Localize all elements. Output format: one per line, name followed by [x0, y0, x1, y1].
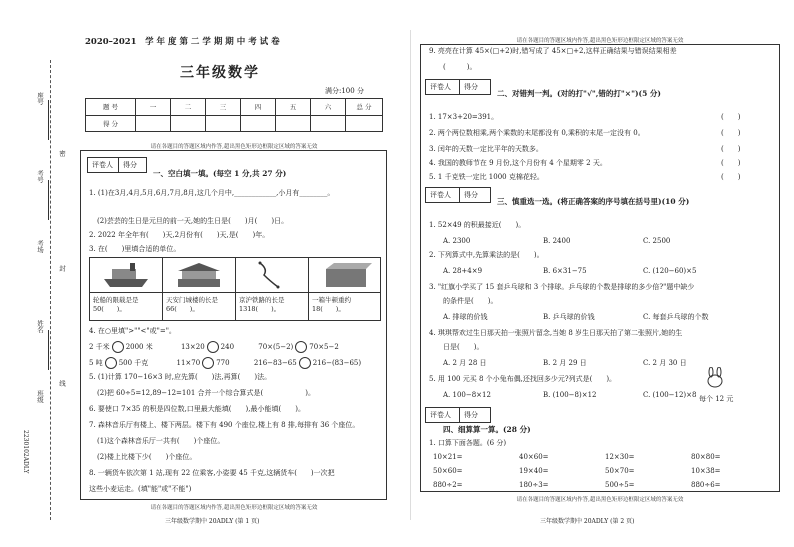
- binding-strip: [0, 0, 70, 547]
- q9: 9. 亮亮在计算 45×(□+2)时,错写成了 45×□+2,这样正确结果与错误结果相差: [429, 47, 677, 55]
- answer-frame: [80, 150, 387, 500]
- score-label: 得分: [123, 161, 137, 169]
- total-score: 满分:100 分: [325, 87, 364, 95]
- class-label: 班级: [36, 390, 44, 403]
- judge-4: 4. 我国的教师节在 9 月份,这个月份有 4 个星期零 2 天。: [429, 159, 607, 167]
- choice-2: 2. 下列算式中,先算乘法的是( )。: [429, 251, 544, 259]
- q2: 2. 2022 年全年有( )天,2月份有( )天,是( )年。: [89, 231, 270, 239]
- exam-title: 2020–2021 学 年 度 第 二 学 期 期 中 考 试 卷: [85, 37, 280, 47]
- score-cell: [206, 116, 241, 132]
- caption-ship: 轮船的限载是是50( )。: [93, 296, 139, 313]
- q7b: (2)楼上比楼下少( )个座位。: [97, 453, 197, 461]
- score-cell: [276, 116, 311, 132]
- score-cell: 得 分: [86, 116, 136, 132]
- paper-code: 2230102ADLY: [22, 430, 29, 474]
- score-cell: 总 分: [356, 103, 372, 111]
- judge-2: 2. 两个两位数相乘,两个乘数的末尾都没有 0,乘积的末尾一定没有 0。: [429, 129, 645, 137]
- fill-line: [48, 100, 49, 140]
- q9b: ( )。: [443, 63, 477, 71]
- answer-notice: 请在各题目的答题区域内作答,超出黑色矩形边框限定区域的答案无效: [516, 38, 684, 44]
- score-cell: 三: [206, 99, 241, 115]
- section-4-title: 四、细算算一算。(28 分): [443, 425, 531, 434]
- q6: 6. 要使口 7×35 的积是四位数,口里最大能填( ),最小能填( )。: [89, 405, 305, 413]
- caption-tiananmen: 天安门城楼的长是66( )。: [166, 296, 218, 313]
- q7: 7. 森林音乐厅有楼上、楼下两层。楼下有 490 个座位,楼上有 8 排,每排有 36 个座位。: [89, 421, 360, 429]
- score-cell: 二: [171, 99, 206, 115]
- page-divider: [410, 30, 411, 520]
- room-label: 考场: [36, 240, 44, 253]
- choice-3: 3. "红旗小学买了 15 套乒乓球和 3 个排球。乒乓球的个数是排球的多少倍?"题中缺少: [429, 283, 695, 291]
- grader-label: 评卷人: [92, 161, 113, 169]
- railway-map-icon: [248, 261, 298, 289]
- answer-notice: 请在各题目的答题区域内作答,超出黑色矩形边框限定区域的答案无效: [150, 144, 318, 150]
- score-cell: [241, 116, 276, 132]
- seat-label: 座号: [36, 92, 44, 105]
- score-cell: [311, 116, 346, 132]
- q8b: 这些小麦运走。(填"能"或"不能"): [89, 485, 192, 493]
- score-cell: [346, 116, 382, 132]
- section-1-title: 一、空白填一填。(每空 1 分,共 27 分): [153, 169, 287, 178]
- score-cell: 题 号: [86, 99, 136, 115]
- judge-1: 1. 17×3+20=391。: [429, 113, 499, 121]
- judge-3: 3. 闰年的天数一定比平年的天数多。: [429, 145, 543, 153]
- score-cell: 一: [136, 99, 171, 115]
- q3: 3. 在( )里填合适的单位。: [89, 245, 181, 253]
- exam-no-label: 考号: [36, 170, 44, 183]
- grader-box: [87, 157, 147, 173]
- score-cell: [136, 116, 171, 132]
- score-cell: 六: [311, 99, 346, 115]
- page-footer: 三年级数学期中 20ADLY (第 1 页): [165, 518, 260, 525]
- fill-line: [48, 330, 49, 370]
- grader-box: 评卷人 得分: [425, 407, 491, 423]
- price-label: 每个 12 元: [699, 395, 734, 403]
- section-3-title: 三、慎重选一选。(将正确答案的序号填在括号里)(10 分): [497, 197, 690, 206]
- choice-5: 5. 用 100 元买 8 个小兔布偶,还找回多少元?列式是( )。: [429, 375, 617, 383]
- caption-milk: 一箱牛顿重约18( )。: [312, 296, 351, 313]
- seal-char: 密: [58, 150, 66, 157]
- page-footer: 三年级数学期中 20ADLY (第 2 页): [540, 518, 635, 525]
- score-cell: [171, 116, 206, 132]
- oral-calc-title: 1. 口算下面各题。(6 分): [429, 439, 507, 447]
- grader-box: 评卷人 得分: [425, 187, 491, 203]
- caption-railway: 京沪铁路的长是1318( )。: [239, 296, 285, 313]
- answer-frame: 9. 亮亮在计算 45×(□+2)时,错写成了 45×□+2,这样正确结果与错误结果相差 ( )。 评卷人 得分 二、对错判一判。(对的打"√",错的打"×")(5 分) 1. 17×3+20=391。 2. 两个两位数相乘,两个乘数的末尾都没有 0,乘积的末尾一定没有 0。 3. 闰年的天数一定比平年的天数多。 4. 我国的教师节在 9 月份,这个月份有 4 个星期零 2 天。 5. 1 千克铁一定比 1000 克棉花轻。 ( ) ( ) ( ) ( ) ( ) 评卷人 得分 三、慎重选一选。(将正确答案的序号填在括号里)(10 分) 1. 52×49 的积最接近( )。 A. 2300 B. 2400 C. 2500 2. 下列算式中,先算乘法的是( )。 A. 28+4×9 B. 6×31−75 C. (120−60)×5 3. "红旗小学买了 15 套乒乓球和 3 个排球。乒乓球的个数是排球的多少倍?"题中缺少 的条件是( )。 A. 排球的价钱 B. 乒乓球的价钱 C. 每套乒乓球的个数 4. 琪琪帮欢过生日那天拍一张照片留念,当她 8 岁生日那天拍了第二张照片,她的生 日是( )。 A. 2 月 28 日 B. 2 月 29 日 C. 2 月 30 日 5. 用 100 元买 8 个小兔布偶,还找回多少元?列式是( )。 A. 100−8×12 B. (100−8)×12 C. (100−12)×8 每个 12 元 评卷人 得分 四、细算算一算。(28 分) 1. 口算下面各题。(6 分) 10×21= 40×60= 12×30= 80×80= 50×60= 19×40= 50×70= 10×38= 880÷2= 180÷3= 500÷5= 880÷6=: [420, 44, 780, 492]
- seal-char: 线: [58, 380, 66, 387]
- grader-box: 评卷人 得分: [425, 79, 491, 95]
- compare-row-2: 5 吨 500 千克 11×70 770 216−83−65 216−(83−65): [89, 359, 362, 367]
- choice-1: 1. 52×49 的积最接近( )。: [429, 221, 526, 229]
- judge-5: 5. 1 千克铁一定比 1000 克棉花轻。: [429, 173, 544, 181]
- milk-box-icon: [322, 263, 372, 289]
- unit-picture-table: [89, 257, 381, 321]
- tiananmen-icon: [174, 261, 224, 289]
- rabbit-toy-icon: [703, 367, 727, 389]
- q1b: (2)芸芸的生日是元旦的前一天,她的生日是( )月( )日。: [97, 217, 289, 225]
- q8: 8. 一辆货车依次第 1 站,现有 22 位乘客,小姿要 45 千克,这辆货车( )一次把: [89, 469, 335, 477]
- compare-row-1: 2 千米 2000 米 13×20 240 70×(5−2) 70×5−2: [89, 343, 339, 351]
- cut-line: [50, 60, 51, 520]
- score-table: [85, 98, 383, 132]
- section-2-title: 二、对错判一判。(对的打"√",错的打"×")(5 分): [497, 89, 661, 98]
- score-cell: 五: [276, 99, 311, 115]
- page-2: [420, 0, 780, 547]
- name-label: 姓名: [36, 320, 44, 333]
- score-cell: 四: [241, 99, 276, 115]
- q5b: (2)把 60÷5=12,89−12=101 合并一个综合算式是( )。: [97, 389, 315, 397]
- q1: 1. (1)在3月,4月,5月,6月,7月,8月,这几个月中,____________,小月有________。: [89, 189, 335, 197]
- ship-icon: [100, 261, 152, 289]
- seal-char: 封: [58, 265, 66, 272]
- subject-title: 三年级数学: [180, 65, 260, 81]
- q5: 5. (1)计算 170−16×3 时,应先算( )法,再算( )法。: [89, 373, 272, 381]
- q7a: (1)这个森林音乐厅一共有( )个座位。: [97, 437, 225, 445]
- answer-notice: 请在各题目的答题区域内作答,超出黑色矩形边框限定区域的答案无效: [150, 505, 318, 511]
- page-1: [70, 0, 395, 547]
- fill-line: [48, 180, 49, 220]
- choice-4: 4. 琪琪帮欢过生日那天拍一张照片留念,当她 8 岁生日那天拍了第二张照片,她的生: [429, 329, 683, 337]
- q4: 4. 在○里填">""<"或"="。: [89, 327, 176, 335]
- answer-notice: 请在各题目的答题区域内作答,超出黑色矩形边框限定区域的答案无效: [516, 497, 684, 503]
